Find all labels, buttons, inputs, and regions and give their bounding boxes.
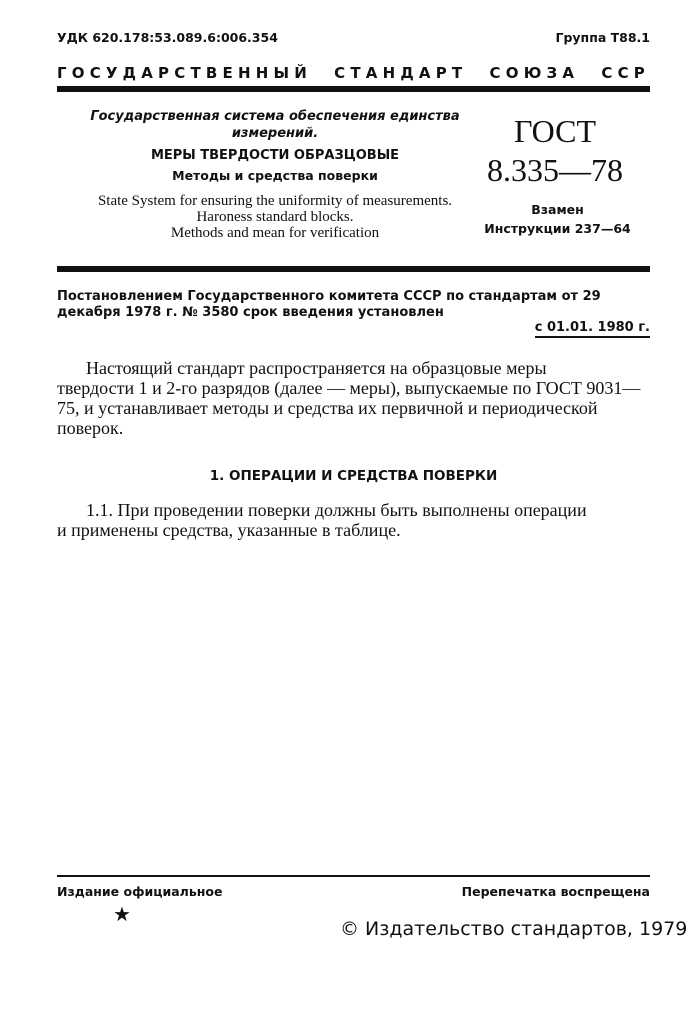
section-1-heading: 1. ОПЕРАЦИИ И СРЕДСТВА ПОВЕРКИ xyxy=(209,468,498,484)
standard-title-en: Haroness standard blocks. xyxy=(196,209,354,225)
standard-title-ru: МЕРЫ ТВЕРДОСТИ ОБРАЗЦОВЫЕ xyxy=(150,148,400,163)
group-code: Группа Т88.1 xyxy=(555,30,650,45)
state-standard-banner xyxy=(57,64,650,82)
banner-word-4: ССР xyxy=(601,64,650,82)
replaces-document: Инструкции 237—64 xyxy=(484,221,631,236)
gost-number: 8.335—78 xyxy=(487,152,623,188)
intro-paragraph-rest: твердости 1 и 2-го разрядов (далее — меры), выпускаемые по ГОСТ 9031—75, и устанавливает методы и средства их первичной и периодической поверок. xyxy=(57,378,641,438)
top-divider xyxy=(57,86,650,92)
standard-system-en: State System for ensuring the uniformity of measurements. xyxy=(97,193,453,209)
english-title-block xyxy=(90,193,460,241)
effective-date: с 01.01. 1980 г. xyxy=(535,320,650,338)
paragraph-1-1-rest: и применены средства, указанные в таблице. xyxy=(57,520,401,540)
banner-word-1: ГОСУДАРСТВЕННЫЙ xyxy=(57,64,312,82)
official-edition-label: Издание официальное xyxy=(57,884,223,899)
banner-word-3: СОЮЗА xyxy=(489,64,580,82)
intro-paragraph-first-line: Настоящий стандарт распространяется на образцовые меры xyxy=(86,358,547,378)
reprint-prohibited-label: Перепечатка воспрещена xyxy=(461,884,650,899)
replaces-block xyxy=(470,200,645,238)
title-divider xyxy=(57,266,650,272)
footer-divider xyxy=(57,875,650,877)
measurement-system-title: Государственная система обеспечения единства измерений. xyxy=(90,109,460,141)
standard-subtitle-en: Methods and mean for verification xyxy=(170,225,380,241)
decree-text: Постановлением Государственного комитета СССР по стандартам от 29 декабря 1978 г. № 3580 срок введения установлен xyxy=(57,289,601,320)
standard-subtitle-ru: Методы и средства поверки xyxy=(172,168,378,183)
paragraph-1-1-first-line: 1.1. При проведении поверки должны быть выполнены операции xyxy=(86,500,587,520)
replaces-label: Взамен xyxy=(531,202,584,217)
banner-word-2: СТАНДАРТ xyxy=(334,64,468,82)
gost-label: ГОСТ xyxy=(513,113,597,149)
publisher-copyright: © Издательство стандартов, 1979 xyxy=(340,918,688,940)
star-icon: ★ xyxy=(113,902,131,926)
udc-code: УДК 620.178:53.089.6:006.354 xyxy=(57,30,278,45)
